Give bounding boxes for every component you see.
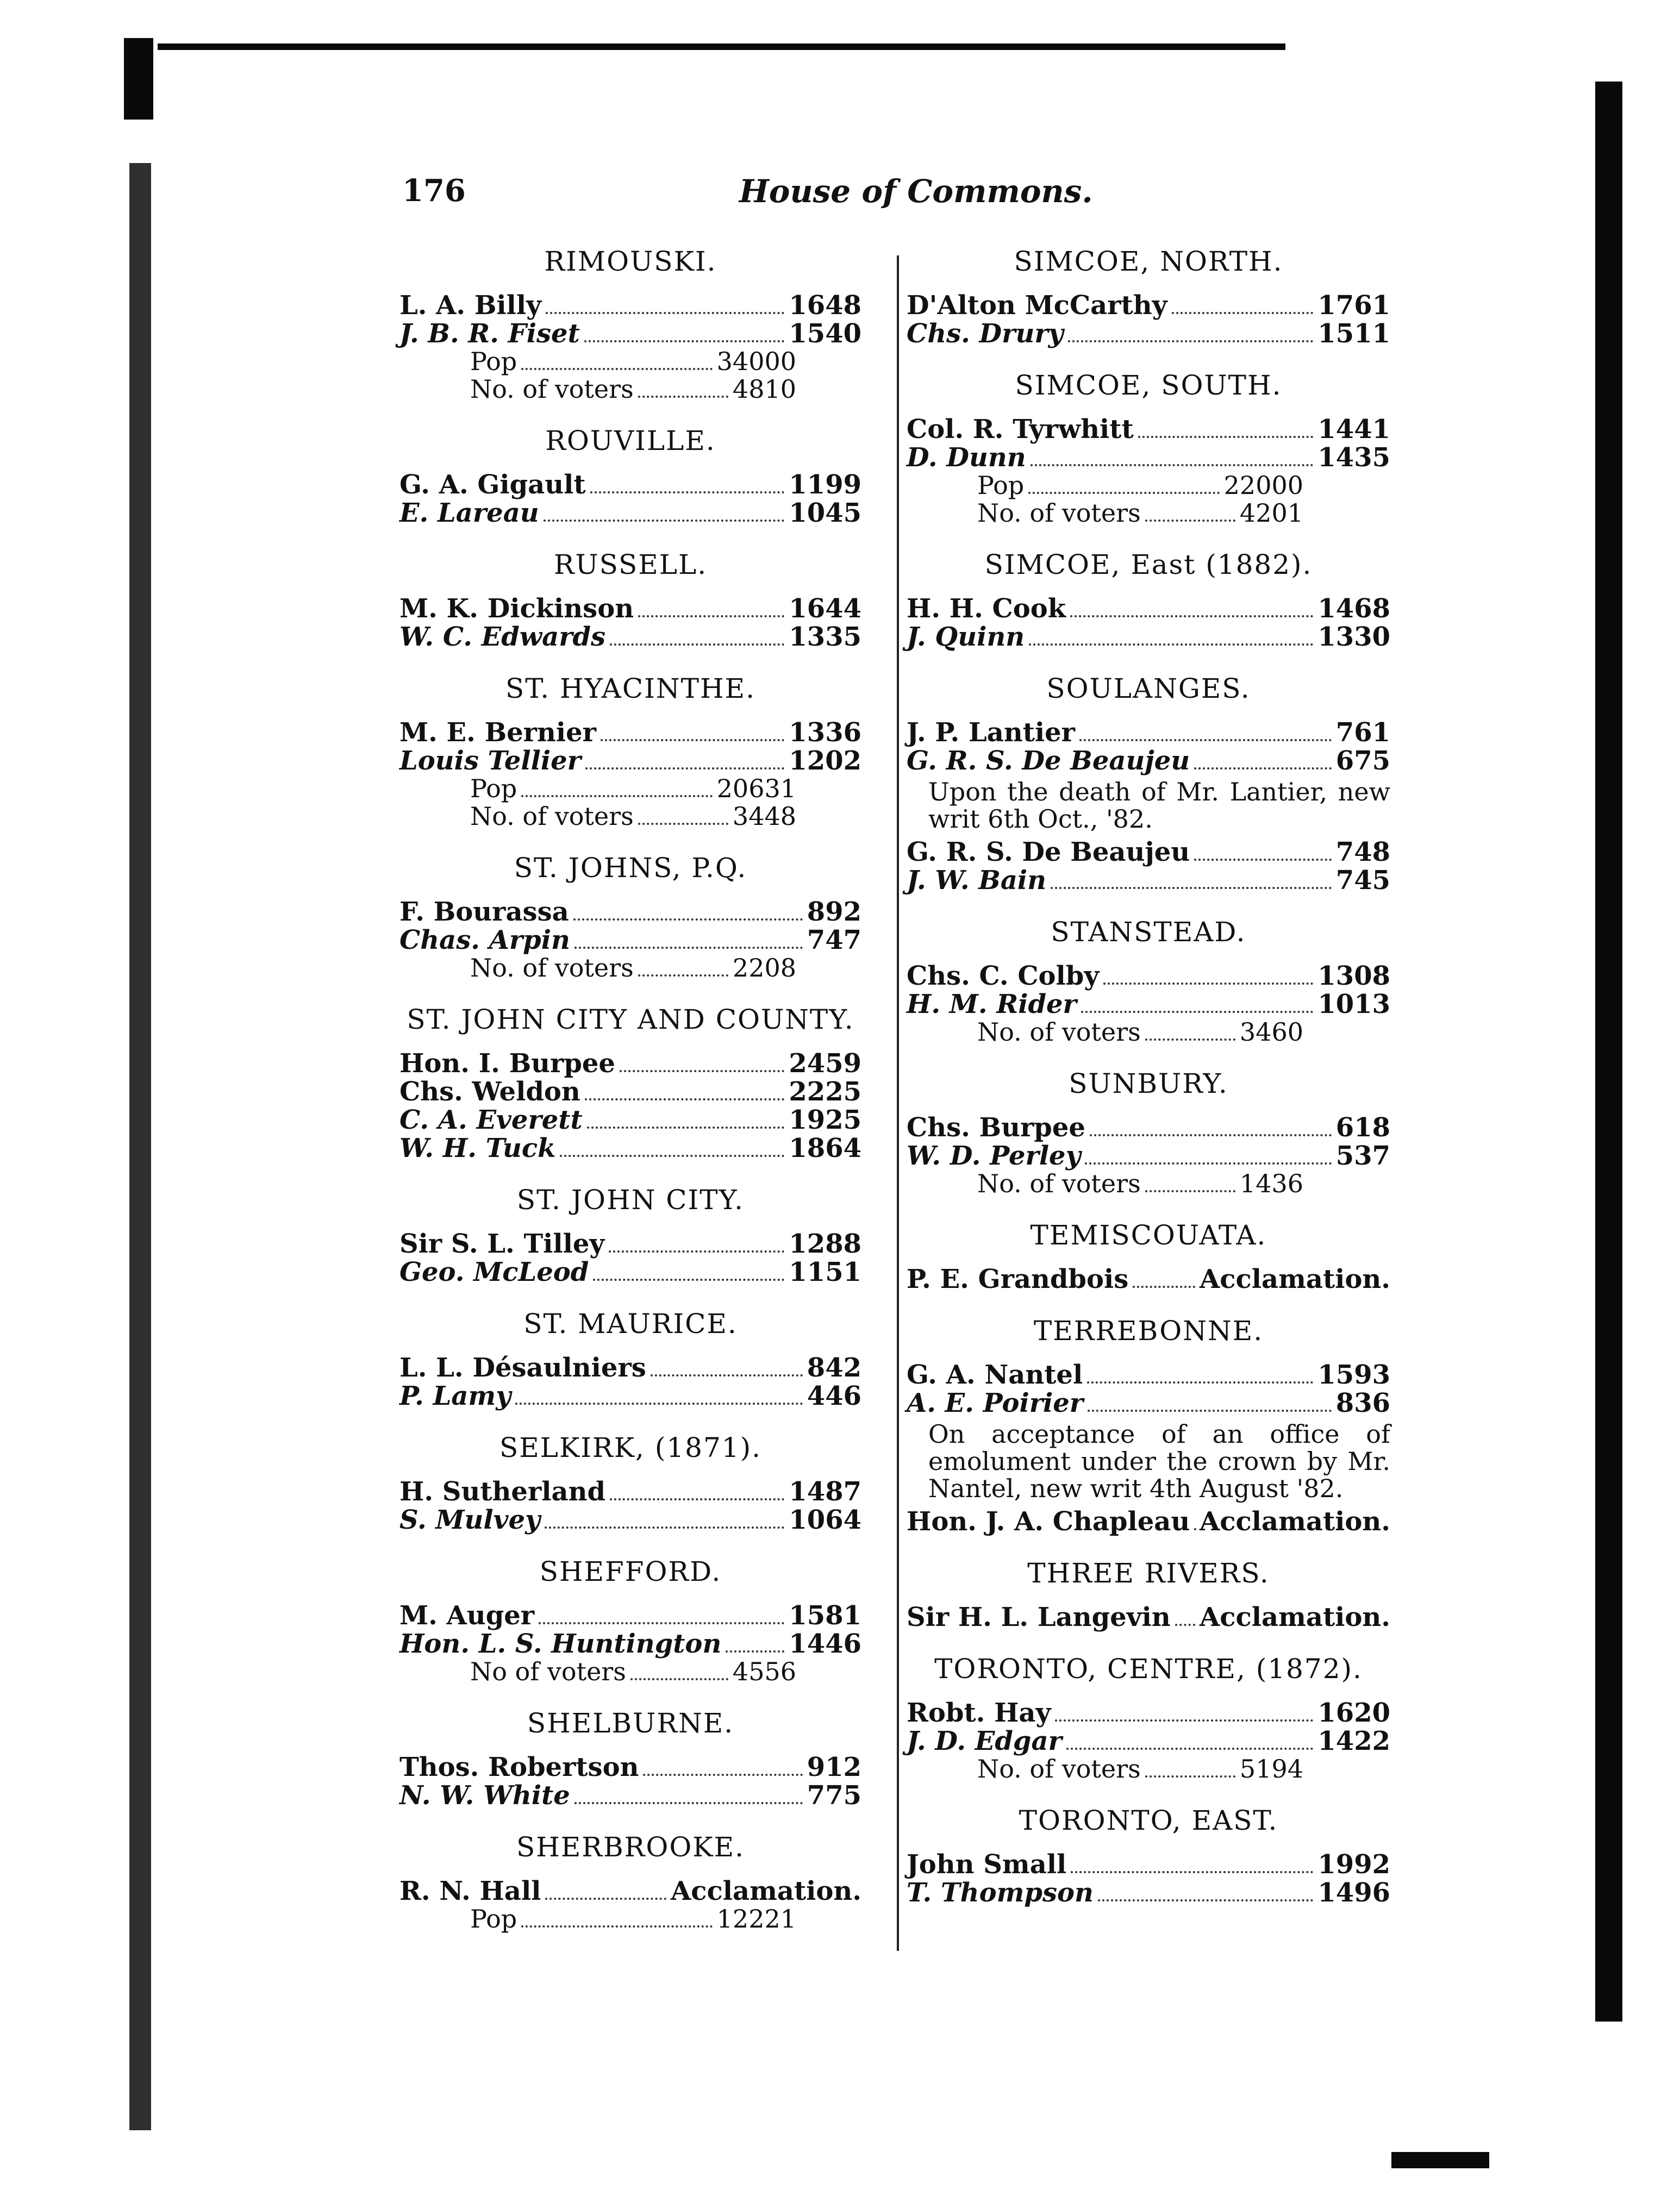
vote-count: 1648 bbox=[789, 290, 861, 321]
candidate-row bbox=[907, 1699, 1390, 1727]
dot-leader bbox=[1066, 1748, 1314, 1750]
constituency-heading: TEMISCOUATA. bbox=[1030, 1219, 1267, 1251]
vote-count: 1511 bbox=[1317, 318, 1390, 349]
dot-leader bbox=[1145, 520, 1235, 522]
vote-count: 761 bbox=[1335, 717, 1390, 748]
constituency-heading: SUNBURY. bbox=[1069, 1068, 1228, 1099]
dot-leader bbox=[1081, 1011, 1314, 1013]
writ-note: On acceptance of an office of emolument under the crown by Mr. Nantel, new writ 4th August '82. bbox=[928, 1419, 1390, 1503]
vote-count: 1308 bbox=[1317, 961, 1390, 991]
dot-leader bbox=[521, 1925, 712, 1928]
candidate-name: G. R. S. De Beaujeu bbox=[907, 746, 1190, 776]
constituency-heading: SELKIRK, (1871). bbox=[499, 1432, 761, 1463]
dot-leader bbox=[630, 1678, 728, 1680]
running-title: House of Commons. bbox=[739, 173, 1093, 210]
vote-count: 1644 bbox=[789, 593, 861, 624]
candidate-name: Chs. Burpee bbox=[907, 1112, 1085, 1143]
constituency-selkirk-1871 bbox=[399, 1432, 861, 1534]
candidate-row bbox=[399, 1753, 861, 1781]
constituency-terrebonne bbox=[907, 1315, 1390, 1536]
candidate-name: W. H. Tuck bbox=[399, 1133, 556, 1163]
vote-count: 836 bbox=[1335, 1388, 1390, 1418]
stat-label: Pop bbox=[470, 347, 517, 376]
dot-leader bbox=[539, 1622, 784, 1624]
candidate-name: Sir S. L. Tilley bbox=[399, 1229, 605, 1259]
vote-count: 1335 bbox=[789, 622, 861, 652]
vote-count: 775 bbox=[807, 1780, 861, 1811]
candidate-name: J. Quinn bbox=[907, 622, 1025, 652]
candidate-name: F. Bourassa bbox=[399, 897, 569, 927]
dot-leader bbox=[587, 1127, 785, 1129]
constituency-heading: TORONTO, CENTRE, (1872). bbox=[934, 1653, 1363, 1685]
candidate-name: Col. R. Tyrwhitt bbox=[907, 414, 1134, 445]
candidate-row bbox=[399, 926, 861, 954]
vote-count: 1925 bbox=[789, 1105, 861, 1135]
candidate-row bbox=[399, 291, 861, 320]
vote-count: 537 bbox=[1335, 1141, 1390, 1171]
candidate-row bbox=[907, 291, 1390, 320]
vote-count: Acclamation. bbox=[671, 1876, 861, 1906]
vote-count: 1496 bbox=[1317, 1878, 1390, 1908]
right-column bbox=[907, 246, 1390, 1929]
dot-leader bbox=[546, 312, 784, 314]
dot-leader bbox=[1098, 1899, 1314, 1901]
stat-label: No. of voters bbox=[977, 498, 1141, 528]
stat-value: 34000 bbox=[716, 347, 796, 376]
dot-leader bbox=[601, 739, 784, 741]
constituency-st-maurice bbox=[399, 1308, 861, 1410]
dot-leader bbox=[609, 1250, 784, 1253]
candidate-row bbox=[399, 1230, 861, 1258]
stat-row bbox=[977, 1170, 1303, 1198]
constituency-heading: ST. JOHN CITY. bbox=[516, 1184, 745, 1216]
candidate-row bbox=[907, 1361, 1390, 1389]
candidate-row bbox=[399, 898, 861, 926]
stat-label: Pop bbox=[470, 774, 517, 803]
dot-leader bbox=[560, 1155, 784, 1157]
constituency-russell bbox=[399, 549, 861, 651]
dot-leader bbox=[545, 1898, 666, 1900]
vote-count: 1468 bbox=[1317, 593, 1390, 624]
candidate-row bbox=[399, 320, 861, 348]
constituency-st-johns-p-q bbox=[399, 852, 861, 982]
candidate-name: M. Auger bbox=[399, 1600, 535, 1631]
constituency-heading: SIMCOE, East (1882). bbox=[984, 549, 1313, 580]
vote-count: 1336 bbox=[789, 717, 861, 748]
constituency-three-rivers bbox=[907, 1557, 1390, 1631]
vote-count: 842 bbox=[807, 1353, 861, 1383]
dot-leader bbox=[1079, 739, 1332, 741]
vote-count: 1593 bbox=[1317, 1360, 1390, 1390]
constituency-soulanges bbox=[907, 673, 1390, 894]
dot-leader bbox=[1071, 1871, 1313, 1873]
vote-count: 1620 bbox=[1317, 1698, 1390, 1728]
constituency-st-john-city-and-county bbox=[399, 1004, 861, 1162]
constituency-rimouski bbox=[399, 246, 861, 403]
dot-leader bbox=[1145, 1038, 1235, 1041]
stat-value: 4201 bbox=[1239, 498, 1303, 528]
candidate-name: J. P. Lantier bbox=[907, 717, 1075, 748]
stat-value: 2208 bbox=[732, 953, 796, 983]
stat-label: No. of voters bbox=[977, 1169, 1141, 1198]
dot-leader bbox=[1028, 492, 1219, 494]
dot-leader bbox=[638, 615, 784, 617]
stat-value: 3448 bbox=[732, 802, 796, 831]
candidate-name: D. Dunn bbox=[907, 442, 1026, 473]
constituency-heading: RIMOUSKI. bbox=[544, 246, 717, 277]
stat-value: 22000 bbox=[1223, 471, 1303, 500]
vote-count: 1446 bbox=[789, 1629, 861, 1659]
scan-border-bottom-right bbox=[1391, 2152, 1489, 2168]
scan-border-top bbox=[158, 43, 1285, 50]
vote-count: 1864 bbox=[789, 1133, 861, 1163]
constituency-heading: SOULANGES. bbox=[1046, 673, 1251, 704]
stat-label: Pop bbox=[470, 1904, 517, 1934]
vote-count: 1992 bbox=[1317, 1849, 1390, 1880]
constituency-heading: SHELBURNE. bbox=[527, 1707, 734, 1739]
constituency-toronto-centre-1872 bbox=[907, 1653, 1390, 1783]
vote-count: 1581 bbox=[789, 1600, 861, 1631]
candidate-name: H. M. Rider bbox=[907, 989, 1077, 1019]
candidate-name: Chs. Drury bbox=[907, 318, 1064, 349]
stat-row bbox=[977, 499, 1303, 527]
candidate-row bbox=[399, 1049, 861, 1078]
candidate-name: E. Lareau bbox=[399, 498, 539, 528]
dot-leader bbox=[1070, 615, 1313, 617]
constituency-st-john-city bbox=[399, 1184, 861, 1286]
stat-value: 3460 bbox=[1239, 1017, 1303, 1047]
candidate-row bbox=[399, 623, 861, 651]
constituency-simcoe-south bbox=[907, 370, 1390, 527]
dot-leader bbox=[638, 974, 728, 977]
constituency-shefford bbox=[399, 1556, 861, 1686]
vote-count: Acclamation. bbox=[1200, 1602, 1390, 1632]
candidate-name: P. Lamy bbox=[399, 1381, 511, 1411]
candidate-row bbox=[907, 718, 1390, 747]
dot-leader bbox=[1029, 643, 1313, 646]
candidate-row bbox=[907, 1507, 1390, 1536]
dot-leader bbox=[1133, 1286, 1195, 1288]
candidate-name: G. A. Nantel bbox=[907, 1360, 1083, 1390]
dot-leader bbox=[515, 1403, 803, 1405]
stat-row bbox=[977, 1755, 1303, 1783]
column-divider bbox=[897, 255, 899, 1951]
scan-border-right bbox=[1595, 82, 1622, 2022]
vote-count: 675 bbox=[1335, 746, 1390, 776]
constituency-st-hyacinthe bbox=[399, 673, 861, 830]
vote-count: 1288 bbox=[789, 1229, 861, 1259]
constituency-simcoe-east-1882 bbox=[907, 549, 1390, 651]
candidate-row bbox=[907, 838, 1390, 866]
candidate-name: G. R. S. De Beaujeu bbox=[907, 837, 1190, 867]
dot-leader bbox=[1087, 1381, 1313, 1384]
dot-leader bbox=[1194, 1528, 1195, 1530]
stat-value: 4556 bbox=[732, 1657, 796, 1686]
dot-leader bbox=[1088, 1410, 1332, 1412]
vote-count: 1045 bbox=[789, 498, 861, 528]
candidate-row bbox=[399, 1601, 861, 1630]
constituency-temiscouata bbox=[907, 1219, 1390, 1293]
dot-leader bbox=[1055, 1719, 1313, 1722]
candidate-row bbox=[907, 866, 1390, 894]
page-number: 176 bbox=[402, 173, 466, 209]
dot-leader bbox=[610, 643, 784, 646]
vote-count: 2459 bbox=[789, 1048, 861, 1079]
vote-count: 1422 bbox=[1317, 1726, 1390, 1756]
vote-count: 1487 bbox=[789, 1476, 861, 1507]
candidate-row bbox=[907, 990, 1390, 1018]
candidate-name: Thos. Robertson bbox=[399, 1752, 639, 1782]
stat-row bbox=[470, 1905, 796, 1933]
stat-value: 1436 bbox=[1239, 1169, 1303, 1198]
dot-leader bbox=[1138, 436, 1314, 438]
candidate-row bbox=[907, 1603, 1390, 1631]
stat-row bbox=[470, 803, 796, 830]
stat-value: 12221 bbox=[716, 1904, 796, 1934]
constituency-heading: ST. HYACINTHE. bbox=[505, 673, 755, 704]
candidate-name: Hon. J. A. Chapleau bbox=[907, 1506, 1190, 1537]
candidate-row bbox=[907, 1389, 1390, 1417]
candidate-row bbox=[907, 1850, 1390, 1879]
dot-leader bbox=[1145, 1190, 1235, 1192]
dot-leader bbox=[521, 795, 712, 797]
vote-count: 1330 bbox=[1317, 622, 1390, 652]
constituency-heading: TORONTO, EAST. bbox=[1019, 1805, 1278, 1836]
vote-count: 1199 bbox=[789, 470, 861, 500]
dot-leader bbox=[585, 767, 784, 769]
dot-leader bbox=[638, 396, 728, 398]
candidate-name: P. E. Grandbois bbox=[907, 1264, 1129, 1294]
candidate-name: J. B. R. Fiset bbox=[399, 318, 580, 349]
candidate-name: N. W. White bbox=[399, 1780, 570, 1811]
vote-count: 892 bbox=[807, 897, 861, 927]
stat-row bbox=[470, 376, 796, 403]
dot-leader bbox=[545, 1526, 784, 1529]
constituency-sherbrooke bbox=[399, 1831, 861, 1933]
stat-row bbox=[470, 1658, 796, 1686]
candidate-name: Geo. McLeod bbox=[399, 1257, 589, 1287]
left-column bbox=[399, 246, 861, 1955]
candidate-row bbox=[907, 1265, 1390, 1293]
candidate-row bbox=[399, 1354, 861, 1382]
constituency-heading: SHEFFORD. bbox=[539, 1556, 722, 1587]
dot-leader bbox=[1090, 1134, 1332, 1136]
vote-count: 745 bbox=[1335, 865, 1390, 896]
candidate-row bbox=[399, 1382, 861, 1410]
vote-count: 1761 bbox=[1317, 290, 1390, 321]
stat-label: Pop bbox=[977, 471, 1025, 500]
stat-value: 4810 bbox=[732, 374, 796, 404]
candidate-name: H. Sutherland bbox=[399, 1476, 606, 1507]
constituency-heading: ST. JOHN CITY AND COUNTY. bbox=[407, 1004, 854, 1035]
candidate-row bbox=[399, 1106, 861, 1134]
dot-leader bbox=[610, 1498, 784, 1500]
candidate-row bbox=[399, 499, 861, 527]
vote-count: Acclamation. bbox=[1200, 1506, 1390, 1537]
dot-leader bbox=[585, 1098, 785, 1100]
candidate-row bbox=[907, 1879, 1390, 1907]
dot-leader bbox=[726, 1650, 784, 1653]
stat-row bbox=[470, 348, 796, 376]
vote-count: 747 bbox=[807, 925, 861, 955]
dot-leader bbox=[1194, 767, 1332, 769]
candidate-name: L. A. Billy bbox=[399, 290, 541, 321]
vote-count: 1013 bbox=[1317, 989, 1390, 1019]
dot-leader bbox=[574, 947, 803, 949]
candidate-name: M. K. Dickinson bbox=[399, 593, 634, 624]
dot-leader bbox=[593, 1279, 784, 1281]
vote-count: 446 bbox=[807, 1381, 861, 1411]
candidate-name: John Small bbox=[907, 1849, 1067, 1880]
stat-label: No. of voters bbox=[470, 802, 634, 831]
candidate-name: G. A. Gigault bbox=[399, 470, 586, 500]
scan-border-left bbox=[124, 38, 153, 120]
candidate-row bbox=[907, 1727, 1390, 1755]
constituency-sunbury bbox=[907, 1068, 1390, 1198]
dot-leader bbox=[1194, 859, 1332, 861]
constituency-heading: THREE RIVERS. bbox=[1027, 1557, 1270, 1589]
dot-leader bbox=[1085, 1162, 1331, 1165]
candidate-name: Chas. Arpin bbox=[399, 925, 570, 955]
candidate-name: Hon. L. S. Huntington bbox=[399, 1629, 722, 1659]
constituency-simcoe-north bbox=[907, 246, 1390, 348]
dot-leader bbox=[574, 1802, 803, 1804]
vote-count: 912 bbox=[807, 1752, 861, 1782]
candidate-row bbox=[907, 962, 1390, 990]
candidate-row bbox=[399, 718, 861, 747]
vote-count: 1202 bbox=[789, 746, 861, 776]
candidate-row bbox=[399, 1506, 861, 1534]
dot-leader bbox=[521, 368, 712, 370]
dot-leader bbox=[573, 918, 803, 921]
constituency-heading: ROUVILLE. bbox=[545, 425, 716, 456]
vote-count: 1441 bbox=[1317, 414, 1390, 445]
candidate-name: D'Alton McCarthy bbox=[907, 290, 1167, 321]
candidate-row bbox=[907, 1142, 1390, 1170]
candidate-row bbox=[907, 320, 1390, 348]
candidate-row bbox=[399, 1781, 861, 1810]
candidate-row bbox=[907, 747, 1390, 775]
dot-leader bbox=[1145, 1775, 1235, 1778]
vote-count: 618 bbox=[1335, 1112, 1390, 1143]
vote-count: 1435 bbox=[1317, 442, 1390, 473]
constituency-toronto-east bbox=[907, 1805, 1390, 1907]
candidate-row bbox=[399, 1478, 861, 1506]
candidate-name: Robt. Hay bbox=[907, 1698, 1051, 1728]
dot-leader bbox=[1172, 312, 1314, 314]
candidate-name: Louis Tellier bbox=[399, 746, 581, 776]
candidate-row bbox=[399, 1134, 861, 1162]
candidate-row bbox=[399, 1078, 861, 1106]
dot-leader bbox=[544, 520, 785, 522]
dot-leader bbox=[584, 340, 785, 342]
stat-label: No. of voters bbox=[977, 1017, 1141, 1047]
constituency-heading: STANSTEAD. bbox=[1051, 916, 1246, 948]
candidate-name: Chs. Weldon bbox=[399, 1077, 580, 1107]
candidate-name: J. W. Bain bbox=[907, 865, 1047, 896]
constituency-heading: SIMCOE, NORTH. bbox=[1014, 246, 1283, 277]
candidate-name: J. D. Edgar bbox=[907, 1726, 1062, 1756]
dot-leader bbox=[1051, 887, 1332, 889]
candidate-row bbox=[907, 623, 1390, 651]
constituency-heading: TERREBONNE. bbox=[1033, 1315, 1264, 1347]
candidate-name: R. N. Hall bbox=[399, 1876, 541, 1906]
dot-leader bbox=[620, 1070, 784, 1072]
candidate-name: T. Thompson bbox=[907, 1878, 1094, 1908]
candidate-name: A. E. Poirier bbox=[907, 1388, 1084, 1418]
stat-value: 5194 bbox=[1239, 1754, 1303, 1784]
candidate-row bbox=[399, 1258, 861, 1286]
stat-label: No. of voters bbox=[977, 1754, 1141, 1784]
stat-row bbox=[977, 472, 1303, 499]
dot-leader bbox=[590, 491, 785, 493]
candidate-row bbox=[399, 1877, 861, 1905]
vote-count: 748 bbox=[1335, 837, 1390, 867]
stat-label: No of voters bbox=[470, 1657, 626, 1686]
constituency-heading: ST. JOHNS, P.Q. bbox=[514, 852, 747, 884]
candidate-name: W. C. Edwards bbox=[399, 622, 606, 652]
candidate-row bbox=[399, 747, 861, 775]
writ-note: Upon the death of Mr. Lantier, new writ 6th Oct., '82. bbox=[928, 777, 1390, 834]
dot-leader bbox=[1068, 340, 1314, 342]
scan-border-left-bars bbox=[129, 163, 151, 2130]
stat-label: No. of voters bbox=[470, 374, 634, 404]
candidate-name: S. Mulvey bbox=[399, 1505, 540, 1535]
stat-row bbox=[470, 954, 796, 982]
candidate-row bbox=[907, 1113, 1390, 1142]
dot-leader bbox=[1031, 464, 1314, 466]
constituency-stanstead bbox=[907, 916, 1390, 1046]
vote-count: 1540 bbox=[789, 318, 861, 349]
candidate-name: H. H. Cook bbox=[907, 593, 1066, 624]
dot-leader bbox=[651, 1374, 803, 1377]
candidate-row bbox=[399, 471, 861, 499]
stat-row bbox=[977, 1018, 1303, 1046]
candidate-row bbox=[907, 415, 1390, 443]
vote-count: Acclamation. bbox=[1200, 1264, 1390, 1294]
dot-leader bbox=[643, 1774, 802, 1776]
candidate-name: Sir H. L. Langevin bbox=[907, 1602, 1171, 1632]
vote-count: 1064 bbox=[789, 1505, 861, 1535]
constituency-heading: ST. MAURICE. bbox=[523, 1308, 738, 1340]
constituency-rouville bbox=[399, 425, 861, 527]
constituency-heading: RUSSELL. bbox=[553, 549, 708, 580]
constituency-shelburne bbox=[399, 1707, 861, 1810]
candidate-row bbox=[907, 443, 1390, 472]
stat-row bbox=[470, 775, 796, 803]
candidate-row bbox=[399, 1630, 861, 1658]
vote-count: 2225 bbox=[789, 1077, 861, 1107]
stat-value: 20631 bbox=[716, 774, 796, 803]
candidate-name: W. D. Perley bbox=[907, 1141, 1081, 1171]
dot-leader bbox=[1103, 983, 1313, 985]
stat-label: No. of voters bbox=[470, 953, 634, 983]
vote-count: 1151 bbox=[789, 1257, 861, 1287]
candidate-name: C. A. Everett bbox=[399, 1105, 583, 1135]
dot-leader bbox=[1175, 1624, 1195, 1626]
dot-leader bbox=[638, 823, 728, 825]
candidate-name: Chs. C. Colby bbox=[907, 961, 1100, 991]
constituency-heading: SHERBROOKE. bbox=[516, 1831, 745, 1863]
candidate-name: Hon. I. Burpee bbox=[399, 1048, 615, 1079]
candidate-row bbox=[399, 595, 861, 623]
candidate-name: M. E. Bernier bbox=[399, 717, 596, 748]
candidate-name: L. L. Désaulniers bbox=[399, 1353, 646, 1383]
candidate-row bbox=[907, 595, 1390, 623]
constituency-heading: SIMCOE, SOUTH. bbox=[1015, 370, 1282, 401]
